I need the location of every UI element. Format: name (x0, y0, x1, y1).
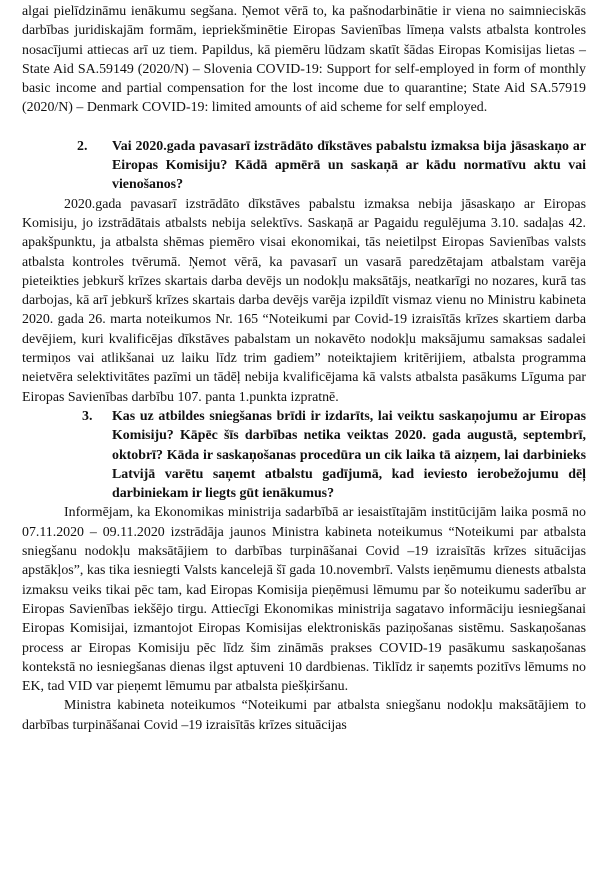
question-number: 2. (77, 138, 88, 154)
answer-3-continued: Ministra kabineta noteikumos “Noteikumi par atbalsta sniegšanu nodokļu maksātājiem to darbības turpināšanai Covid –19 izraisītās krīzes situācijas (22, 698, 586, 733)
question-3 (22, 407, 586, 503)
question-number: 3. (82, 408, 93, 424)
question-2 (22, 137, 586, 195)
paragraph-intro: algai pielīdzināmu ienākumu segšana. Ņemot vērā to, ka pašnodarbinātie ir viena no saimnieciskās darbības juridiskajām formām, iepriekšminētie Eiropas Savienības līmeņa valsts atbalsta kontroles nosacījumi attiecas arī uz tiem. Papildus, kā piemēru lūdzam skatīt šādas Eiropas Komisijas lietas – State Aid SA.59149 (2020/N) – Slovenia COVID-19: Support for self-employed in form of monthly basic income and partial compensation for the lost income due to quarantine; State Aid SA.57919 (2020/N) – Denmark COVID-19: limited amounts of aid scheme for self employed. (22, 4, 586, 116)
answer-2: 2020.gada pavasarī izstrādāto dīkstāves pabalstu izmaksa nebija jāsaskaņo ar Eiropas Komisiju, jo izstrādātais atbalsts nebija selektīvs. Saskaņā ar Pagaidu regulējuma 3.10. sadaļas 42. apakšpunktu, ja atbalsta shēmas piemēro visai ekonomikai, tās neietilpst Eiropas Savienības valsts atbalsta kontroles tvērumā. Ņemot vērā, ka pavasarī un vasarā paredzētajam atbalstam varēja pieteikties jebkurš krīzes skartais darba devējs un nodokļu maksātājs, neatkarīgi no nozares, kurā tas darbojas, kā arī jebkurš krīzes skartais darba devējs varēja izpildīt vismaz vienu no Ministru kabineta 2020. gada 26. marta noteikumos Nr. 165 “Noteikumi par Covid-19 izraisītās krīzes skartiem darba devējiem, kuri kvalificējas dīkstāves pabalstam un nokavēto nodokļu maksājumu samaksas sadalei termiņos vai atlikšanai uz laiku līdz trim gadiem” noteiktajiem kritērijiem, atbalsta programma neietvēra selektivitātes pazīmi un tādēļ nebija kvalificējama kā valsts atbalsta pasākums Līguma par Eiropas Savienības darbību 107. panta 1.punkta izpratnē. (22, 196, 586, 405)
question-text: Vai 2020.gada pavasarī izstrādāto dīkstāves pabalstu izmaksa bija jāsaskaņo ar Eiropas Komisiju? Kādā apmērā un saskaņā ar kādu normatīvu aktu vai vienošanos? (112, 138, 586, 193)
question-text: Kas uz atbildes sniegšanas brīdi ir izdarīts, lai veiktu saskaņojumu ar Eiropas Komisiju? Kāpēc šīs darbības netika veiktas 2020. gada augustā, septembrī, oktobrī? Kāda ir saskaņošanas procedūra un cik laika tā aizņem, lai darbinieks Latvijā varētu saņemt atbalstu gadījumā, kad ieviesto ierobežojumu dēļ darbiniekam ir liegts gūt ienākumus? (112, 408, 586, 502)
answer-3: Informējam, ka Ekonomikas ministrija sadarbībā ar iesaistītajām institūcijām laika posmā no 07.11.2020 – 09.11.2020 izstrādāja jaunos Ministra kabineta noteikumus “Noteikumi par atbalsta sniegšanu nodokļu maksātājiem to darbības turpināšanai Covid –19 izraisītās krīzes situācijas apstākļos”, kas tika iesniegti Valsts kancelejā šī gada 10.novembrī. Valsts ieņēmumu dienests atbalsta izmaksu veiks tikai pēc tam, kad Eiropas Komisija pieņēmusi lēmumu par šo noteikumu saderību ar Eiropas Savienības iekšējo tirgu. Attiecīgi Ekonomikas ministrija sagatavo informāciju iesniegšanai Eiropas Komisijai, izmantojot Eiropas Komisijas elektroniskās paziņošanas sistēmu. Saskaņošanas process ar Eiropas Komisiju pēc līdz šim zināmās prakses COVID-19 pasākumu saskaņošanas kontekstā no iesniegšanas dienas ilgst aptuveni 10 dardbienas. Tiklīdz ir saņemts pozitīvs lēmums no EK, tad VID var pieņemt lēmumu par atbalsta piešķiršanu. (22, 505, 586, 695)
